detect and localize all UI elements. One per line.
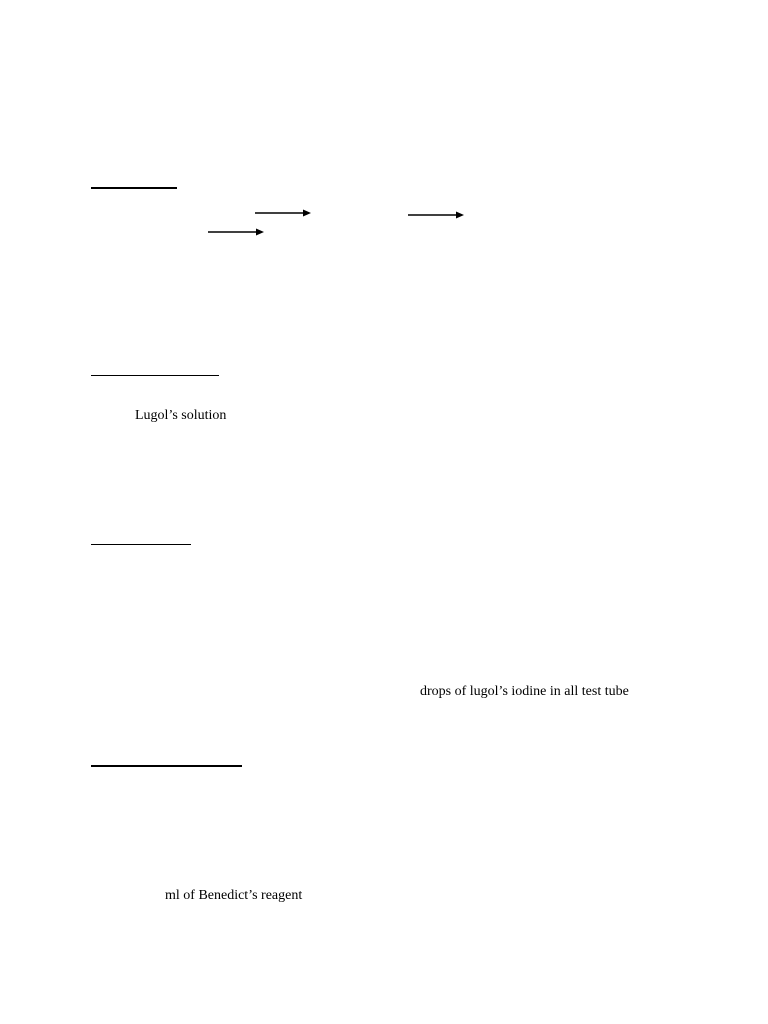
arrow-right-icon xyxy=(408,211,464,219)
section-3-heading-underline xyxy=(91,544,191,545)
section-4-heading-underline xyxy=(91,765,242,767)
arrow-right-icon xyxy=(208,228,264,236)
section-2-heading-underline xyxy=(91,375,219,376)
arrow-right-icon xyxy=(255,209,311,217)
procedure-text-iodine: drops of lugol’s iodine in all test tube xyxy=(420,684,629,699)
reagent-label: Lugol’s solution xyxy=(135,408,227,423)
procedure-text-benedict: ml of Benedict’s reagent xyxy=(165,888,303,903)
section-1-heading-underline xyxy=(91,187,177,189)
